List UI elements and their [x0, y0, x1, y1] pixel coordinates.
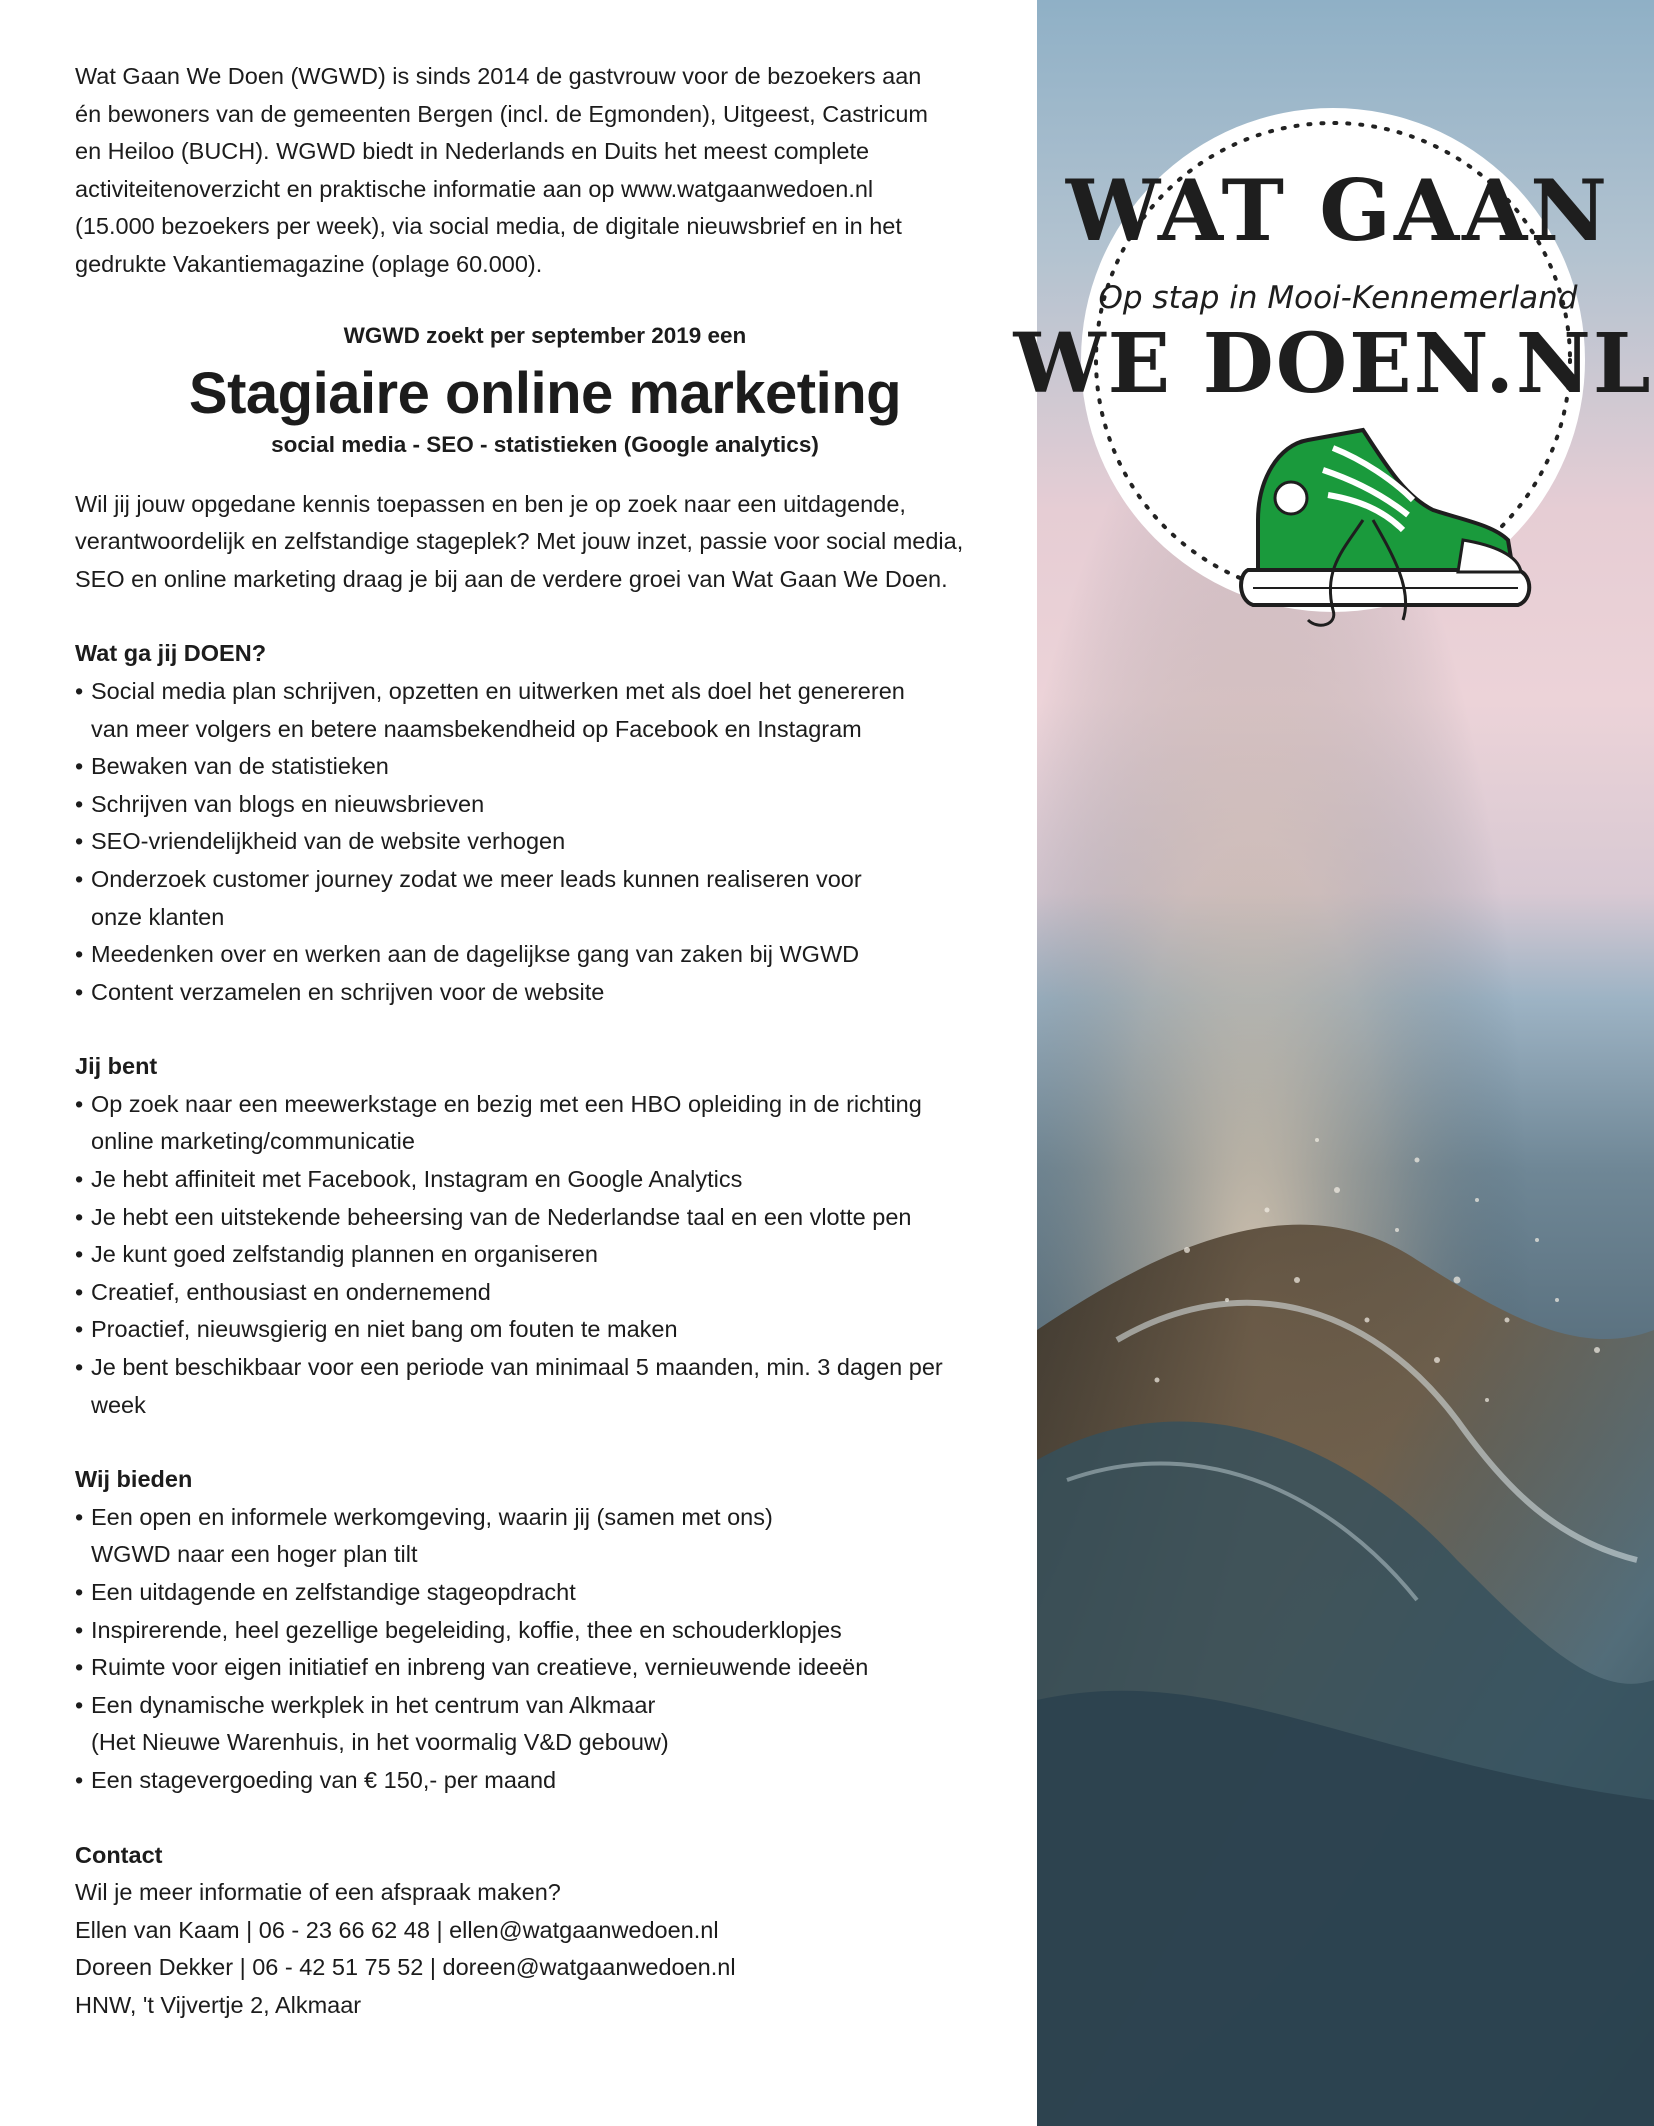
- list-item-text: van meer volgers en betere naamsbekendheid op Facebook en Instagram: [91, 715, 862, 742]
- section-heading: Contact: [75, 1841, 163, 1868]
- intro-line: (15.000 bezoekers per week), via social media, de digitale nieuwsbrief en in het: [75, 213, 902, 240]
- logo-line1: WAT GAAN: [1065, 161, 1611, 260]
- bullet-icon: •: [75, 1241, 84, 1268]
- list-item-text: onze klanten: [91, 903, 225, 930]
- intro-paragraph: [75, 58, 1015, 284]
- bullet-list: [75, 1086, 1015, 1424]
- list-item: [75, 1612, 1015, 1650]
- list-item-text: Ruimte voor eigen initiatief en inbreng van creatieve, vernieuwende ideeën: [91, 1654, 869, 1681]
- list-item-text: week: [91, 1391, 146, 1418]
- list-item: [75, 1086, 1015, 1161]
- list-item-text: Op zoek naar een meewerkstage en bezig met een HBO opleiding in de richting: [91, 1090, 922, 1117]
- section-wat-ga-jij-doen: [75, 635, 1015, 1011]
- intro-line: en Heiloo (BUCH). WGWD biedt in Nederlands en Duits het meest complete: [75, 138, 870, 165]
- list-item: [75, 1499, 1015, 1574]
- list-item-text: Schrijven van blogs en nieuwsbrieven: [91, 790, 485, 817]
- section-heading: Wij bieden: [75, 1466, 193, 1493]
- list-item-text: online marketing/communicatie: [91, 1128, 415, 1155]
- bullet-icon: •: [75, 1503, 84, 1530]
- list-item-text: Meedenken over en werken aan de dagelijkse gang van zaken bij WGWD: [91, 941, 860, 968]
- section-wij-bieden: [75, 1461, 1015, 1799]
- bullet-icon: •: [75, 1579, 84, 1605]
- list-item: [75, 748, 1015, 786]
- section-heading: Jij bent: [75, 1053, 158, 1080]
- list-item-text: Je hebt affiniteit met Facebook, Instagram en Google Analytics: [91, 1166, 743, 1193]
- list-item-text: Een stagevergoeding van € 150,- per maand: [91, 1766, 557, 1793]
- bullet-icon: •: [75, 1090, 84, 1117]
- list-item-text: (Het Nieuwe Warenhuis, in het voormalig V&D gebouw): [91, 1729, 669, 1756]
- intro-line: Wat Gaan We Doen (WGWD) is sinds 2014 de gastvrouw voor de bezoekers aan: [75, 63, 922, 89]
- list-item-text: Een uitdagende en zelfstandige stageopdracht: [91, 1579, 576, 1605]
- bullet-icon: •: [75, 1316, 84, 1343]
- bullet-icon: •: [75, 1616, 84, 1643]
- lead-line: Wil jij jouw opgedane kennis toepassen en ben je op zoek naar een uitdagende,: [75, 490, 906, 517]
- list-item-text: Je bent beschikbaar voor een periode van minimaal 5 maanden, min. 3 dagen per: [91, 1354, 943, 1381]
- lead-paragraph: [75, 486, 1015, 599]
- list-item: [75, 1574, 1015, 1612]
- page-subtitle: social media - SEO - statistieken (Google analytics): [271, 431, 819, 457]
- section-heading: Wat ga jij DOEN?: [75, 640, 267, 667]
- list-item-text: Een dynamische werkplek in het centrum van Alkmaar: [91, 1691, 656, 1718]
- bullet-icon: •: [75, 865, 84, 892]
- list-item: [75, 1349, 1015, 1424]
- contact-line: Ellen van Kaam | 06 - 23 66 62 48 | ellen@watgaanwedoen.nl: [75, 1916, 719, 1943]
- bullet-icon: •: [75, 677, 84, 704]
- bullet-icon: •: [75, 828, 84, 855]
- bullet-list: [75, 673, 1015, 1011]
- list-item: [75, 1762, 1015, 1800]
- list-item: [75, 861, 1015, 936]
- lead-line: verantwoordelijk en zelfstandige stageplek? Met jouw inzet, passie voor social media,: [75, 528, 964, 555]
- list-item: [75, 974, 1015, 1012]
- intro-line: gedrukte Vakantiemagazine (oplage 60.000).: [75, 250, 543, 277]
- bullet-list: [75, 1499, 1015, 1800]
- bullet-icon: •: [75, 978, 84, 1005]
- list-item: [75, 1274, 1015, 1312]
- list-item-text: Bewaken van de statistieken: [91, 753, 389, 780]
- intro-line: én bewoners van de gemeenten Bergen (incl. de Egmonden), Uitgeest, Castricum: [75, 100, 928, 127]
- contact-line: Wil je meer informatie of een afspraak maken?: [75, 1879, 561, 1906]
- list-item: [75, 1649, 1015, 1687]
- list-item-text: Onderzoek customer journey zodat we meer leads kunnen realiseren voor: [91, 865, 862, 892]
- lead-line: SEO en online marketing draag je bij aan de verdere groei van Wat Gaan We Doen.: [75, 565, 948, 592]
- announcement: WGWD zoekt per september 2019 een: [343, 322, 747, 348]
- list-item: [75, 1199, 1015, 1237]
- list-item: [75, 1236, 1015, 1274]
- list-item: [75, 1161, 1015, 1199]
- list-item-text: Je hebt een uitstekende beheersing van de Nederlandse taal en een vlotte pen: [91, 1203, 912, 1230]
- bullet-icon: •: [75, 1766, 84, 1793]
- logo-line2: WE DOEN.NL: [1013, 316, 1653, 412]
- list-item-text: Inspirerende, heel gezellige begeleiding, koffie, thee en schouderklopjes: [91, 1616, 842, 1643]
- contact-line: HNW, 't Vijvertje 2, Alkmaar: [75, 1991, 362, 2018]
- list-item-text: WGWD naar een hoger plan tilt: [91, 1541, 418, 1568]
- bullet-icon: •: [75, 1203, 84, 1230]
- bullet-icon: •: [75, 1166, 84, 1193]
- bullet-icon: •: [75, 1278, 84, 1305]
- section-contact: [75, 1837, 1015, 2025]
- list-item-text: Je kunt goed zelfstandig plannen en organiseren: [91, 1241, 598, 1268]
- list-item: [75, 1687, 1015, 1762]
- list-item-text: Proactief, nieuwsgierig en niet bang om fouten te maken: [91, 1316, 678, 1343]
- contact-line: Doreen Dekker | 06 - 42 51 75 52 | doreen@watgaanwedoen.nl: [75, 1954, 736, 1981]
- page-title: Stagiaire online marketing: [188, 360, 902, 426]
- list-item-text: Creatief, enthousiast en ondernemend: [91, 1278, 491, 1305]
- bullet-icon: •: [75, 941, 84, 968]
- list-item: [75, 786, 1015, 824]
- list-item: [75, 673, 1015, 748]
- list-item: [75, 823, 1015, 861]
- wgwd-logo: [1013, 100, 1653, 640]
- list-item-text: Social media plan schrijven, opzetten en uitwerken met als doel het genereren: [91, 677, 905, 704]
- list-item-text: SEO-vriendelijkheid van de website verhogen: [91, 828, 566, 855]
- bullet-icon: •: [75, 1691, 84, 1718]
- document-body: [75, 58, 1015, 2025]
- bullet-icon: •: [75, 790, 84, 817]
- list-item: [75, 936, 1015, 974]
- list-item-text: Content verzamelen en schrijven voor de website: [91, 978, 605, 1005]
- intro-line: activiteitenoverzicht en praktische informatie aan op www.watgaanwedoen.nl: [75, 175, 874, 202]
- logo-tagline: Op stap in Mooi-Kennemerland: [1098, 280, 1578, 316]
- bullet-icon: •: [75, 753, 84, 780]
- list-item: [75, 1311, 1015, 1349]
- list-item-text: Een open en informele werkomgeving, waarin jij (samen met ons): [91, 1503, 773, 1530]
- section-jij-bent: [75, 1048, 1015, 1424]
- bullet-icon: •: [75, 1354, 84, 1381]
- bullet-icon: •: [75, 1654, 84, 1681]
